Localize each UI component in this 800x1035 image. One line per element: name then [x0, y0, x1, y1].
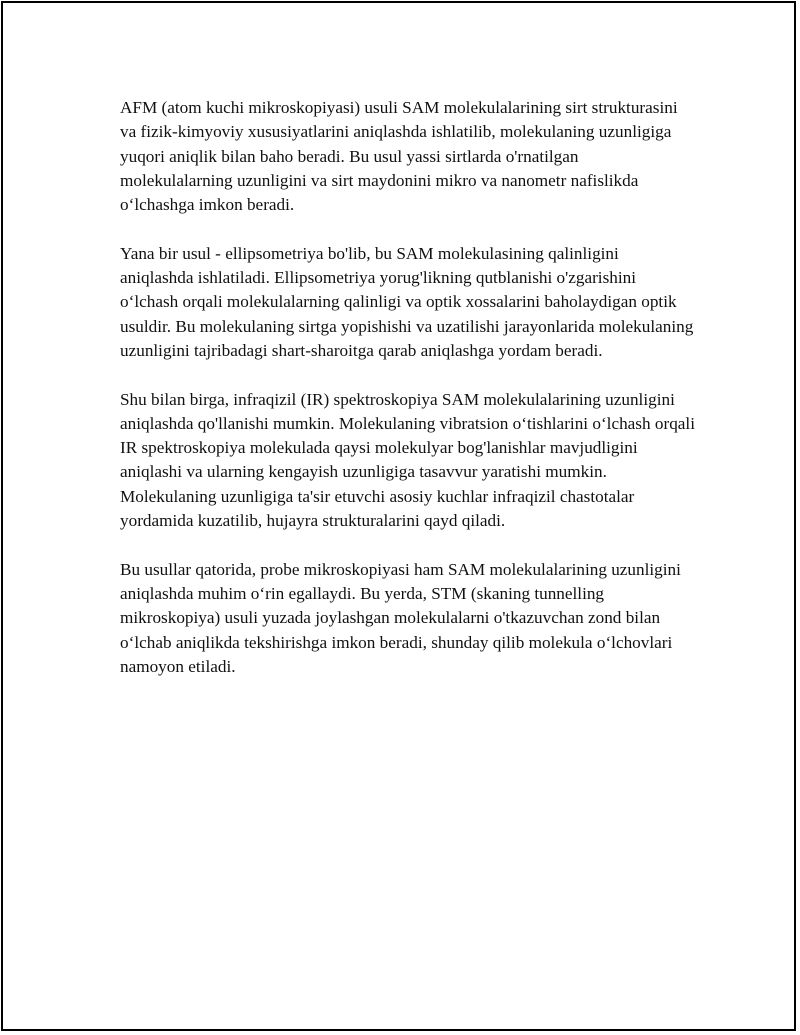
paragraph-ir-spectroscopy: Shu bilan birga, infraqizil (IR) spektroskopiya SAM molekulalarining uzunligini aniqlashda qo'llanishi mumkin. Molekulaning vibratsion o‘tishlarini o‘lchash orqali IR spektroskopiya molekulada qaysi molekulyar bog'lanishlar mavjudligini aniqlashi va ularning kengayish uzunligiga tasavvur yaratishi mumkin. Molekulaning uzunligiga ta'sir etuvchi asosiy kuchlar infraqizil chastotalar yordamida kuzatilib, hujayra strukturalarini qayd qiladi.: [120, 389, 695, 531]
document-body: [120, 96, 695, 703]
paragraph-probe-microscopy: Bu usullar qatorida, probe mikroskopiyasi ham SAM molekulalarining uzunligini aniqlashda muhim o‘rin egallaydi. Bu yerda, STM (skaning tunnelling mikroskopiya) usuli yuzada joylashgan molekulalarni o'tkazuvchan zond bilan o‘lchab aniqlikda tekshirishga imkon beradi, shunday qilib molekula o‘lchovlari namoyon etiladi.: [120, 559, 681, 676]
paragraph-ellipsometry: Yana bir usul - ellipsometriya bo'lib, bu SAM molekulasining qalinligini aniqlashda ishlatiladi. Ellipsometriya yorug'likning qutblanishi o'zgarishini o‘lchash orqali molekulalarning qalinligi va optik xossalarini baholaydigan optik usuldir. Bu molekulaning sirtga yopishishi va uzatilishi jarayonlarida molekulaning uzunligini tajribadagi shart-sharoitga qarab aniqlashga yordam beradi.: [120, 243, 694, 360]
document-page: [1, 1, 796, 1031]
paragraph-afm: AFM (atom kuchi mikroskopiyasi) usuli SAM molekulalarining sirt strukturasini va fizik-kimyoviy xususiyatlarini aniqlashda ishlatilib, molekulaning uzunligiga yuqori aniqlik bilan baho beradi. Bu usul yassi sirtlarda o'rnatilgan molekulalarning uzunligini va sirt maydonini mikro va nanometr nafislikda o‘lchashga imkon beradi.: [120, 98, 678, 215]
